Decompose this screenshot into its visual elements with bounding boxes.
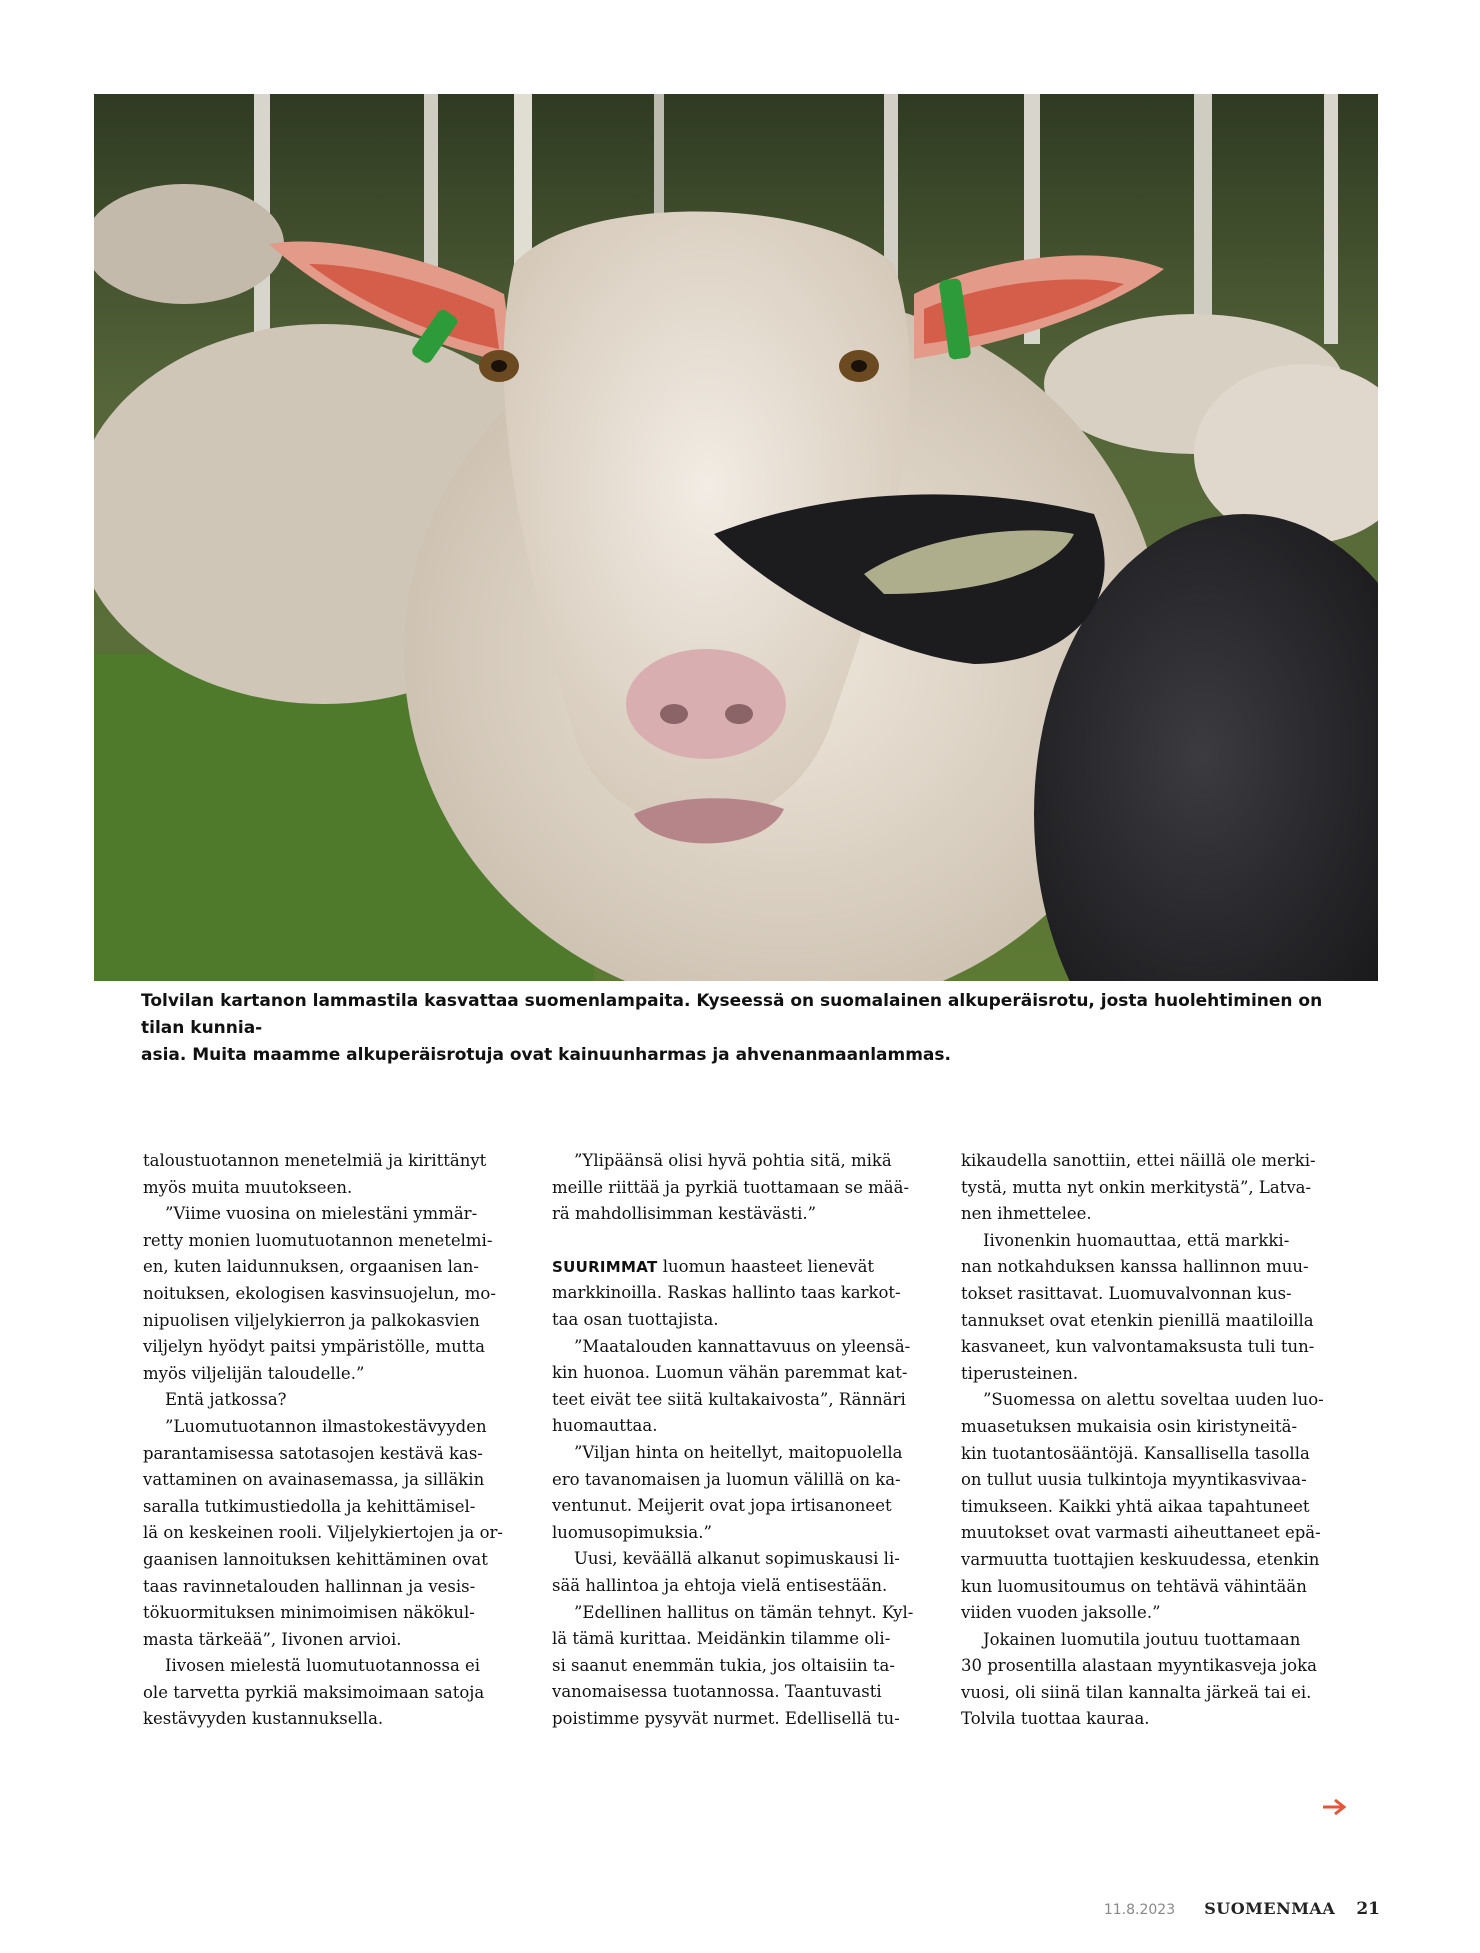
article-column-2 — [552, 1148, 922, 1732]
sheep-photo — [94, 94, 1378, 981]
paragraph: Uusi, keväällä alkanut sopimuskausi li- sää hallintoa ja ehtoja vielä entisestään. — [552, 1549, 900, 1595]
paragraph: ”Viime vuosina on mielestäni ymmär- retty monien luomutuotannon menetelmi- en, kuten laidunnuksen, orgaanisen lan- noituksen, ekologisen kasvinsuojelun, mo- nipuolisen viljelykierron ja palkokasvien viljelyn hyödyt paitsi ympäristölle, mutta myös viljelijän taloudelle.” — [143, 1204, 496, 1383]
paragraph: ”Viljan hinta on heitellyt, maitopuolella ero tavanomaisen ja luomun välillä on ka- ventunut. Meijerit ovat jopa irtisanoneet luomusopimuksia.” — [552, 1442, 903, 1542]
section-lead-paragraph — [552, 1254, 922, 1334]
paragraph: taloustuotannon menetelmiä ja kirittänyt myös muita muutokseen. — [143, 1151, 487, 1197]
paragraph: Iivosen mielestä luomutuotannossa ei ole tarvetta pyrkiä maksimoimaan satoja kestävyyden kustannuksella. — [143, 1656, 485, 1729]
arrow-right-icon — [1322, 1798, 1348, 1821]
lead-text: luomun haasteet lienevät markkinoilla. Raskas hallinto taas karkot- taa osan tuottajista. — [552, 1256, 901, 1329]
paragraph: ”Maatalouden kannattavuus on yleensä- kin huonoa. Luomun vähän paremmat kat- teet eivät tee siitä kultakaivosta”, Rännäri huomauttaa. — [552, 1336, 911, 1436]
paragraph: Entä jatkossa? — [165, 1390, 287, 1410]
article-column-3 — [961, 1148, 1331, 1733]
page-footer — [1104, 1899, 1380, 1919]
paragraph: ”Edellinen hallitus on tämän tehnyt. Kyl- lä tämä kurittaa. Meidänkin tilamme oli- si saanut enemmän tukia, jos oltaisiin ta- vanomaisessa tuotannossa. Taantuvasti poistimme pysyvät nurmet. Edellisellä tu- — [552, 1602, 914, 1728]
paragraph: ”Suomessa on alettu soveltaa uuden luo- muasetuksen mukaisia osin kiristyneitä- kin tuotantosääntöjä. Kansallisella tasolla on tullut uusia tulkintoja myyntikasvivaa- timukseen. Kaikki yhtä aikaa tapahtuneet muutokset ovat varmasti aiheuttaneet epä- varmuutta tuottajien keskuudessa, etenkin kun luomusitoumus on tehtävä vähintään viiden vuoden jaksolle.” — [961, 1390, 1324, 1623]
photo-caption: Tolvilan kartanon lammastila kasvattaa suomenlampaita. Kyseessä on suomalainen alkuperäisrotu, josta huolehtiminen on tilan kunnia- asia. Muita maamme alkuperäisrotuja ovat kainuunharmas ja ahvenanmaanlammas. — [141, 991, 1323, 1065]
paragraph: ”Ylipäänsä olisi hyvä pohtia sitä, mikä meille riittää ja pyrkiä tuottamaan se mää- rä mahdollisimman kestävästi.” — [552, 1151, 910, 1224]
publication-name: SUOMENMAA — [1204, 1899, 1336, 1918]
paragraph: ”Luomutuotannon ilmastokestävyyden parantamisessa satotasojen kestävä kas- vattaminen on avainasemassa, ja silläkin saralla tutkimustiedolla ja kehittämisel- lä on keskeinen rooli. Viljelykiertojen ja or- gaanisen lannoituksen kehittäminen ovat taas ravinnetalouden hallinnan ja vesis- tökuormituksen minimoimisen näkökul- masta tärkeää”, Iivonen arvioi. — [143, 1416, 503, 1649]
paragraph: kikaudella sanottiin, ettei näillä ole merki- tystä, mutta nyt onkin merkitystä”, Latva- nen ihmettelee. — [961, 1151, 1316, 1224]
paragraph: Jokainen luomutila joutuu tuottamaan 30 prosentilla alastaan myyntikasveja joka vuosi, oli siinä tilan kannalta järkeä tai ei. Tolvila tuottaa kauraa. — [961, 1629, 1317, 1729]
paragraph: Iivonenkin huomauttaa, että markki- nan notkahduksen kanssa hallinnon muu- tokset rasittavat. Luomuvalvonnan kus- tannukset ovat etenkin pienillä maatiloilla kasvaneet, kun valvontamaksusta tuli tun- tiperusteinen. — [961, 1230, 1315, 1383]
page-number: 21 — [1356, 1899, 1380, 1919]
lead-word: SUURIMMAT — [552, 1257, 658, 1276]
article-column-1 — [143, 1148, 513, 1733]
issue-date: 11.8.2023 — [1103, 1902, 1176, 1918]
